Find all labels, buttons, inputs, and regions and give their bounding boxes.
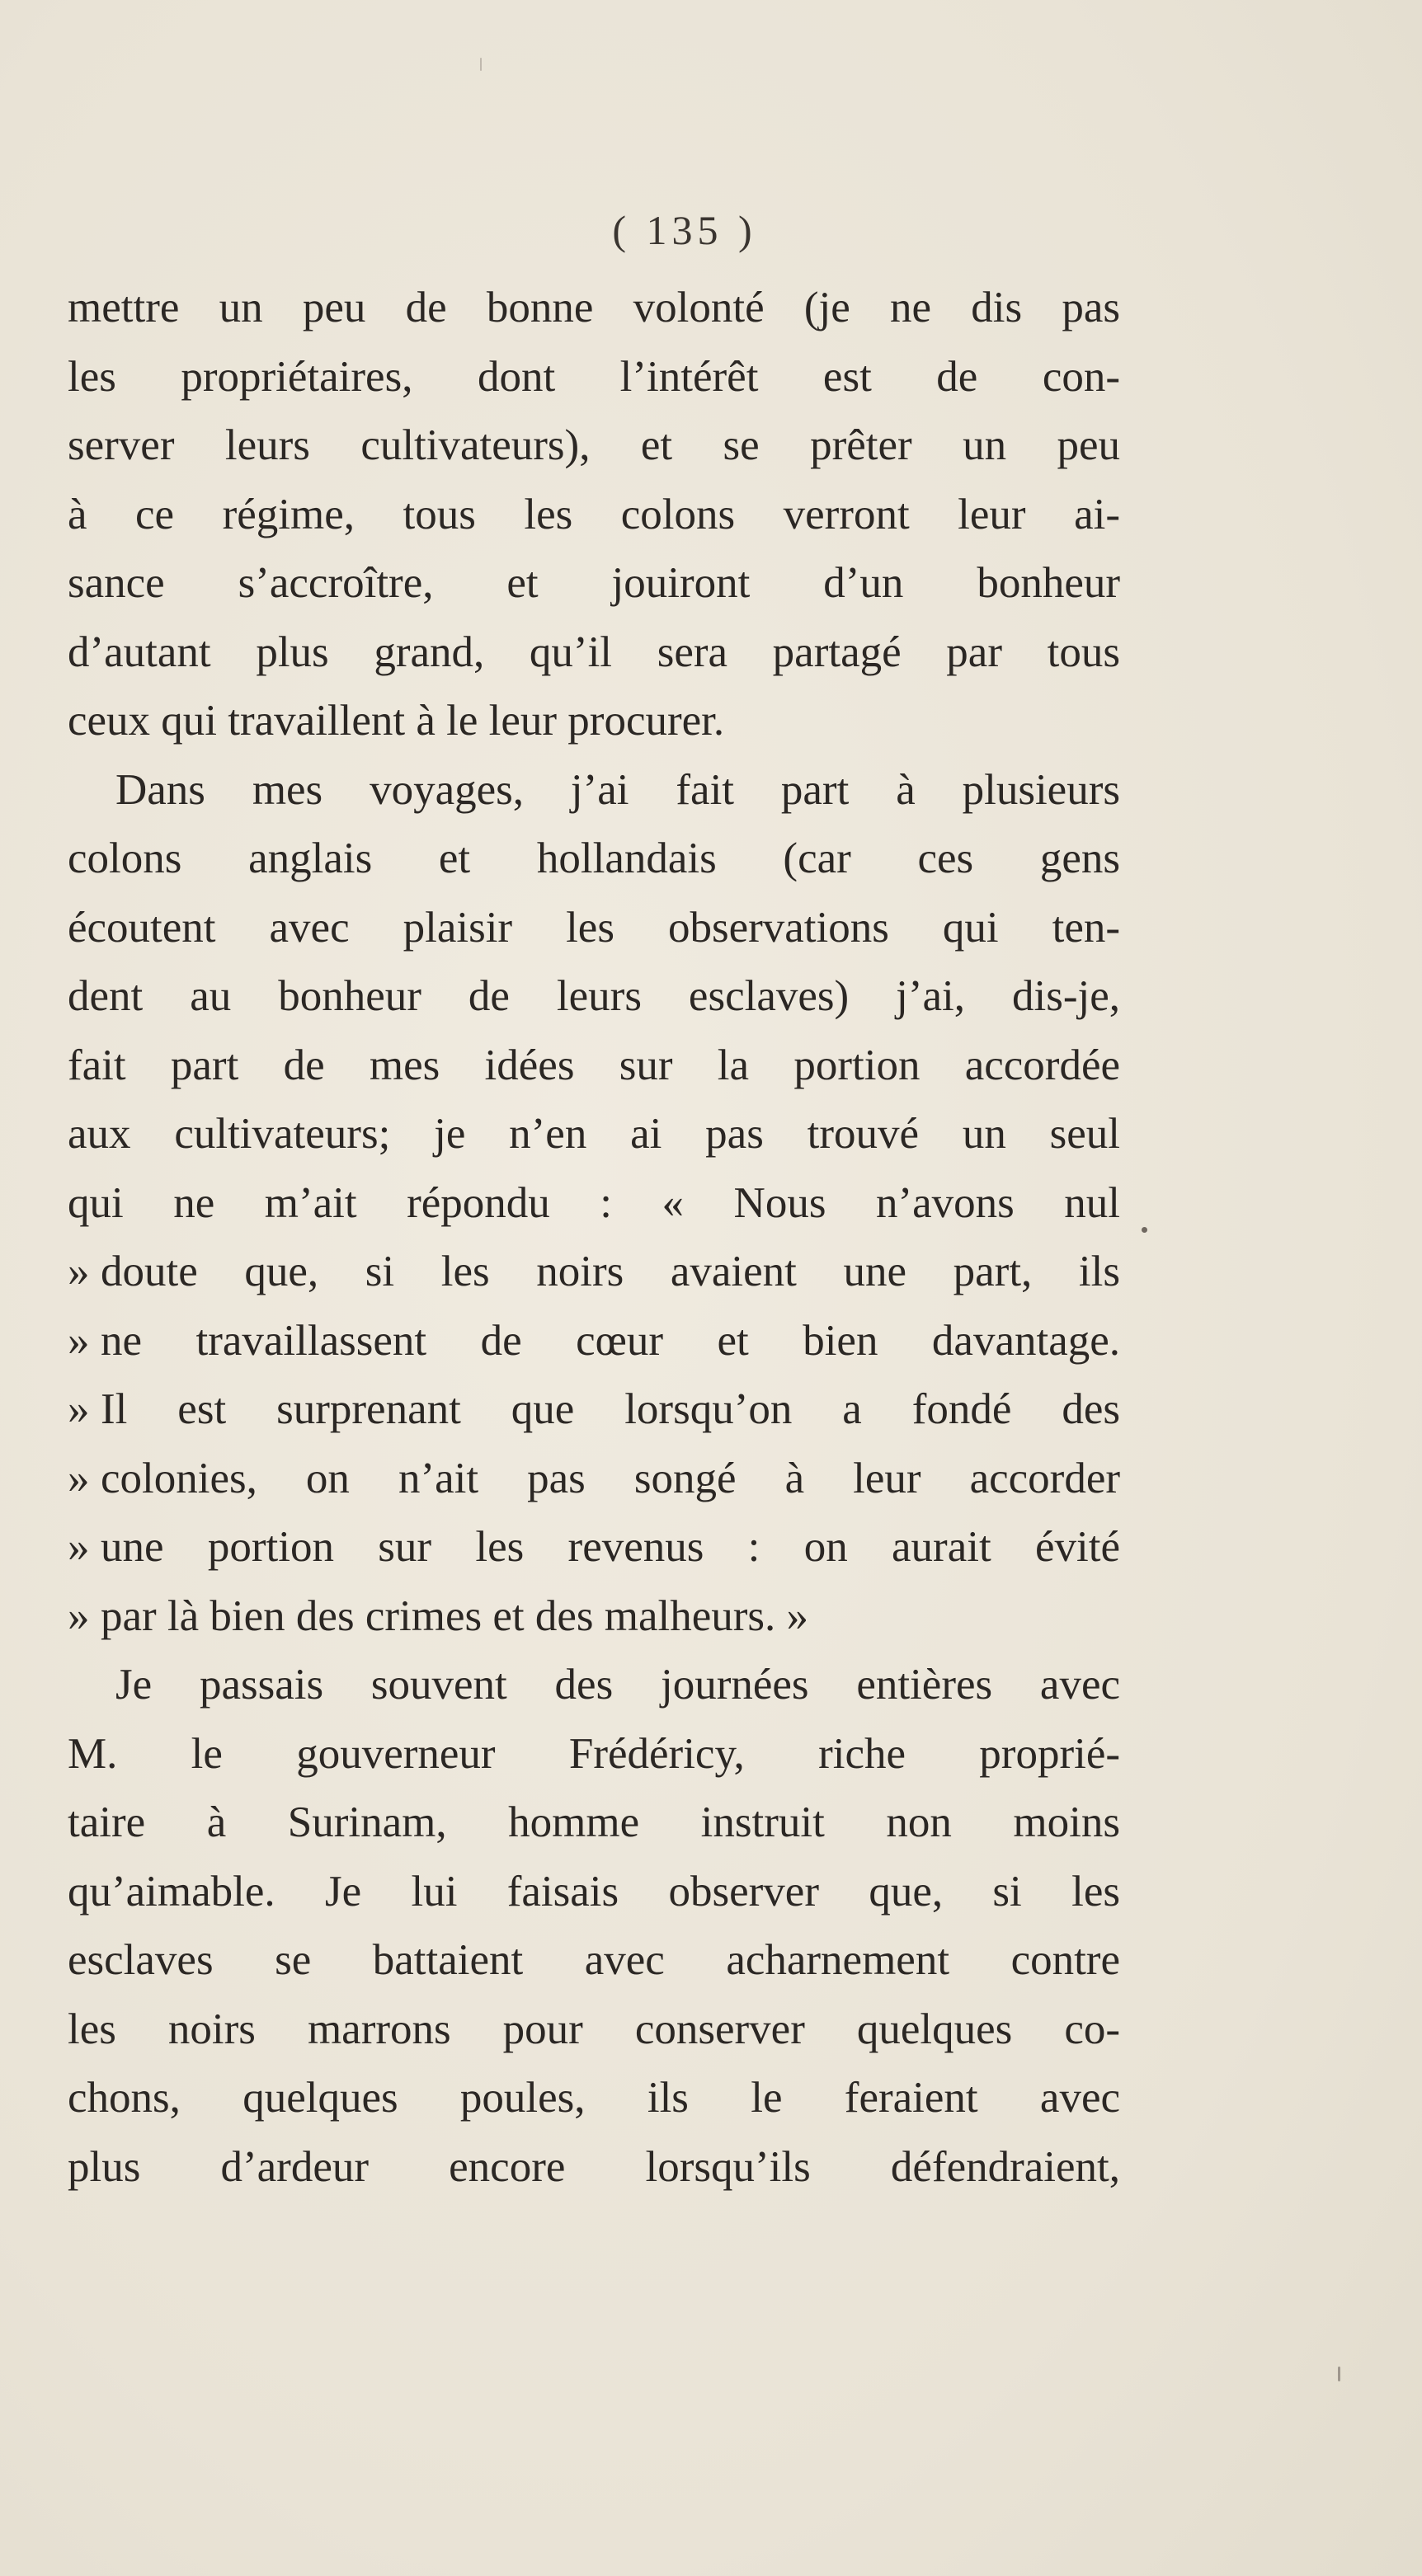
text-line: dent au bonheur de leurs esclaves) j’ai, dis-je, [68,972,1120,1020]
text-line: qui ne m’ait répondu : « Nous n’avons nul [68,1178,1120,1227]
text-line: Dans mes voyages, j’ai fait part à plusieurs [115,765,1120,814]
text-line: M. le gouverneur Frédéricy, riche proprié- [68,1729,1120,1778]
text-line: fait part de mes idées sur la portion accordée [68,1041,1120,1089]
text-line: chons, quelques poules, ils le feraient avec [68,2074,1120,2122]
text-line: les propriétaires, dont l’intérêt est de con- [68,352,1120,401]
quote-line: » ne travaillassent de cœur et bien davantage. [68,1307,1120,1376]
quote-mark: » [68,1523,90,1571]
quote-mark: » [68,1248,90,1295]
quote-line: » colonies, on n’ait pas songé à leur accorder [68,1445,1120,1514]
text-line: les noirs marrons pour conserver quelques co- [68,2005,1120,2053]
text-line: d’autant plus grand, qu’il sera partagé par tous [68,628,1120,676]
quote-line: » une portion sur les revenus : on aurait évité [68,1513,1120,1582]
text-line: colons anglais et hollandais (car ces gens [68,834,1120,882]
text-line: ceux qui travaillent à le leur procurer. [68,697,725,745]
text-line: mettre un peu de bonne volonté (je ne dis pas [68,284,1120,331]
quote-mark: » [68,1454,90,1502]
text-line: à ce régime, tous les colons verront leur ai- [68,490,1120,538]
text-line: taire à Surinam, homme instruit non moins [68,1798,1120,1846]
text-line: écoutent avec plaisir les observations qui ten- [68,903,1120,952]
paper-speck [480,58,482,71]
quote-line: » Il est surprenant que lorsqu’on a fondé des [68,1375,1120,1445]
text-line: server leurs cultivateurs), et se prêter un peu [68,421,1120,469]
text-line: Je passais souvent des journées entières avec [115,1661,1120,1709]
text-line: esclaves se battaient avec acharnement contre [68,1936,1120,1984]
body-text [68,274,1120,2202]
quote-mark: » [68,1316,90,1365]
paper-speck [1338,2367,1340,2381]
page-number: ( 135 ) [612,207,757,253]
text-line: sance s’accroître, et jouiront d’un bonheur [68,559,1120,607]
quote-line: » par là bien des crimes et des malheurs. » [68,1582,1120,1652]
text-line: plus d’ardeur encore lorsqu’ils défendraient, [68,2142,1120,2191]
text-line: qu’aimable. Je lui faisais observer que, si les [68,1867,1120,1916]
paper-speck [1142,1227,1147,1233]
quote-mark: » [68,1591,90,1640]
quote-mark: » [68,1385,90,1433]
quote-line: » doute que, si les noirs avaient une part, ils [68,1238,1120,1307]
text-line: aux cultivateurs; je n’en ai pas trouvé un seul [68,1110,1120,1158]
